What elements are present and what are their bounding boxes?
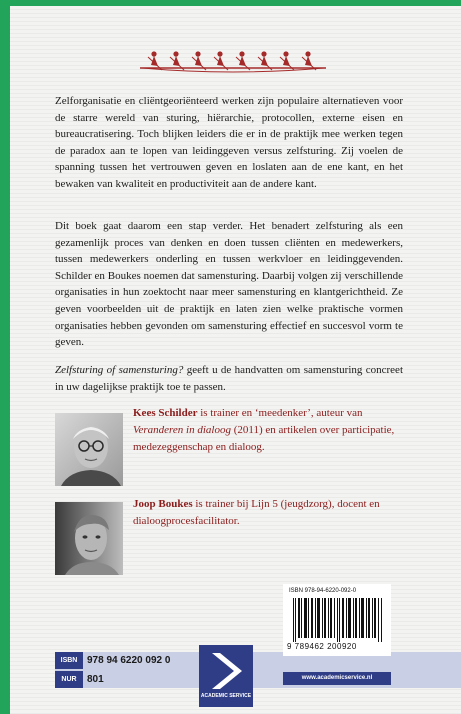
book-title: Zelfsturing of samensturing? bbox=[55, 364, 184, 376]
author-bio-text-end: (2011) en artikelen over participatie, medezeggenschap en dialoog. bbox=[133, 424, 395, 453]
isbn-value: 978 94 6220 092 0 bbox=[87, 655, 171, 666]
description-paragraph: Dit boek gaat daarom een stap verder. Het benadert zelfsturing als een gezamenlijk proces van denken en doen tussen cliënten en medewerkers, tussen medewerkers onderling en tussen werkvloer en leidinggevenden. Schilder en Boukes noemen dat samensturing. Daarbij volgen zij verschillende organisaties in hun zoektocht naar meer samensturing en klantgerichtheid. Ze geven voorbeelden uit de praktijk en laten zien welke praktische vormen organisaties hebben gevonden om samensturing effectief en succesvol vorm te geven. bbox=[55, 220, 403, 349]
green-edge-strip bbox=[0, 0, 10, 714]
publisher-logo bbox=[199, 645, 253, 707]
author-name: Kees Schilder bbox=[133, 407, 198, 419]
barcode-isbn-text: ISBN 978-94-6220-092-0 bbox=[289, 588, 357, 594]
publisher-url[interactable]: www.academicservice.nl bbox=[283, 672, 391, 685]
author-name: Joop Boukes bbox=[133, 498, 193, 510]
nur-value: 801 bbox=[87, 674, 104, 685]
author-bio-joop bbox=[133, 496, 409, 530]
nur-label: NUR bbox=[55, 671, 83, 688]
publisher-logo-text: ACADEMIC SERVICE bbox=[200, 693, 252, 699]
isbn-row bbox=[55, 652, 195, 669]
closing-text: geeft u de handvatten om samensturing concreet in uw dagelijkse praktijk toe te passen. bbox=[55, 364, 403, 393]
rowing-boat-icon bbox=[138, 46, 328, 76]
intro-paragraph: Zelforganisatie en cliëntgeoriënteerd werken zijn populaire alternatieven voor de starre wereld van sturing, hiërarchie, protocollen, externe eisen en bureaucratisering. Toch blijken leiders die er in de praktijk mee werken tegen de paradox aan te lopen van leidinggeven versus zelfsturing. Zij voelen de spanning tussen het vertrouwen geven en loslaten aan de ene kant, en het bewaken van kwaliteit en productiviteit aan de andere kant. bbox=[55, 95, 403, 190]
author-bio-text: is trainer bij Lijn 5 (jeugdzorg), docent en dialoogprocesfacilitator. bbox=[133, 498, 380, 527]
closing-paragraph bbox=[55, 362, 403, 395]
barcode-icon bbox=[293, 598, 383, 642]
author-photo-kees-schilder bbox=[55, 413, 123, 486]
barcode-number: 9 789462 200920 bbox=[287, 642, 357, 651]
green-top-strip bbox=[0, 0, 461, 6]
author-photo-joop-boukes bbox=[55, 502, 123, 575]
barcode bbox=[283, 584, 391, 656]
author-bio-text: is trainer en ‘meedenker’, auteur van bbox=[197, 407, 363, 419]
author-book-title: Veranderen in dialoog bbox=[133, 424, 231, 436]
isbn-label: ISBN bbox=[55, 652, 83, 669]
author-bio-kees bbox=[133, 405, 409, 456]
isbn-table bbox=[55, 652, 195, 688]
nur-row bbox=[55, 671, 195, 688]
